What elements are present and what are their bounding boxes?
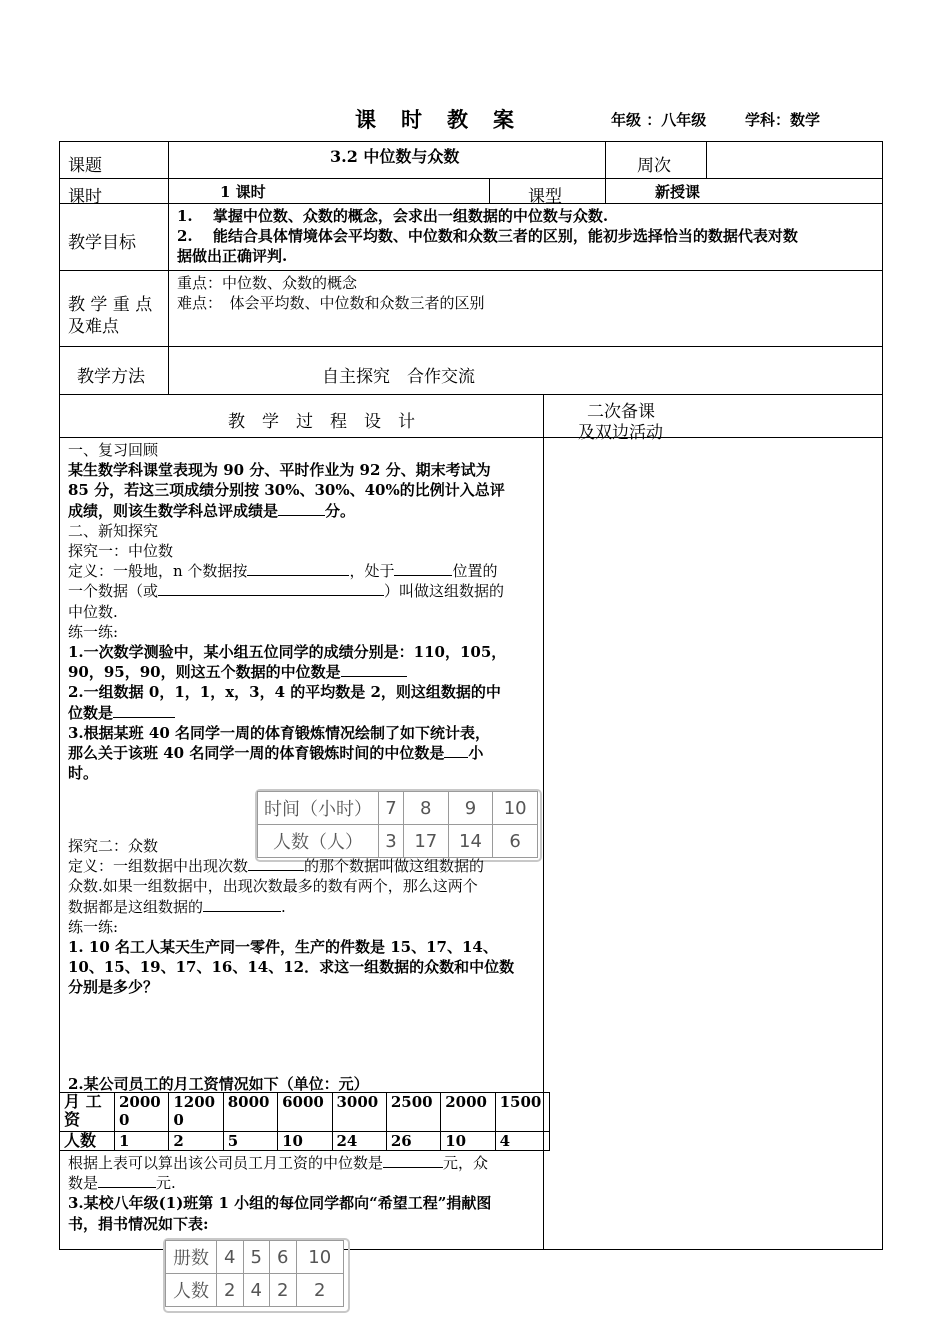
mode-def-3-pre: 数据都是这组数据的 <box>68 897 204 916</box>
salary-cell <box>441 1093 495 1132</box>
topic-label: 课题 <box>68 156 102 176</box>
table-cell: 人数 <box>166 1274 217 1307</box>
review-text-3-pre: 成绩，则该生数学科总评成绩是 <box>68 501 279 520</box>
median-def-2-post: ）叫做这组数据的 <box>384 582 505 601</box>
count-cell: 1 <box>115 1132 169 1151</box>
count-cell: 10 <box>441 1132 495 1151</box>
goal-1: 1. 掌握中位数、众数的概念，会求出一组数据的中位数与众数. <box>177 207 609 225</box>
count-cell: 26 <box>386 1132 440 1151</box>
mode-def-3-post: . <box>281 897 286 916</box>
salary-cell <box>223 1093 277 1132</box>
goals-label: 教学目标 <box>68 233 136 253</box>
table-cell: 2 <box>270 1274 297 1307</box>
table-cell: 6 <box>493 825 538 858</box>
method-label: 教学方法 <box>77 367 145 387</box>
blank <box>444 743 468 758</box>
review-text-3-post: 分。 <box>325 501 356 520</box>
hours-label: 课时 <box>68 187 102 207</box>
median-def-2 <box>68 581 543 601</box>
salary-value: 1500 <box>499 1093 542 1111</box>
table-cell: 4 <box>217 1241 244 1274</box>
blank <box>98 1173 156 1188</box>
method-value: 自主探究 合作交流 <box>322 367 475 387</box>
exercise-2-title: 2.某公司员工的月工资情况如下（单位：元） <box>68 1075 369 1093</box>
question-3b-post: 小 <box>468 744 484 763</box>
salary-cell <box>495 1093 549 1132</box>
type-label: 课型 <box>528 187 562 207</box>
key-points-label-2: 及难点 <box>68 317 119 337</box>
salary-question-2-pre: 数是 <box>68 1174 99 1193</box>
count-cell: 10 <box>278 1132 332 1151</box>
salary-label-1: 月 工 <box>64 1092 102 1111</box>
table-cell: 4 <box>243 1274 270 1307</box>
table-cell: 7 <box>379 792 404 825</box>
salary-value: 2500 <box>390 1093 433 1111</box>
blank <box>247 561 349 576</box>
salary-value: 2000 <box>445 1093 487 1111</box>
table-cell: 2 <box>296 1274 344 1307</box>
median-def-1-mid: ，处于 <box>349 562 395 581</box>
difficulty: 难点： 体会平均数、中位数和众数三者的区别 <box>177 294 485 312</box>
count-cell: 2 <box>169 1132 223 1151</box>
salary-cell <box>386 1093 440 1132</box>
mode-def-1-pre: 定义：一组数据中出现次数 <box>68 857 249 876</box>
blank <box>341 662 407 677</box>
question-1a: 1.一次数学测验中，某小组五位同学的成绩分别是：110，105， <box>68 643 507 662</box>
salary-label-2: 资 <box>64 1110 81 1129</box>
question-3c: 时。 <box>68 764 99 783</box>
count-cell: 5 <box>223 1132 277 1151</box>
salary-table <box>59 1092 550 1151</box>
question-2b <box>68 703 543 723</box>
review-text-3 <box>68 501 543 521</box>
salary-question-2-post: 元. <box>156 1174 176 1193</box>
salary-cell <box>278 1093 332 1132</box>
goal-2b: 据做出正确评判. <box>177 247 288 265</box>
salary-question-1-pre: 根据上表可以算出该公司员工月工资的中位数是 <box>68 1154 384 1172</box>
salary-question-2 <box>68 1173 543 1193</box>
mode-def-2: 众数.如果一组数据中，出现次数最多的数有两个，那么这两个 <box>68 877 478 896</box>
table-cell: 17 <box>403 825 448 858</box>
table-cell: 6 <box>270 1241 297 1274</box>
table-cell: 5 <box>243 1241 270 1274</box>
mode-def-1 <box>68 856 543 876</box>
mode-def-1-post: 的那个数据叫做这组数据的 <box>304 857 485 876</box>
median-def-3: 中位数. <box>68 602 118 621</box>
table-cell: 2 <box>217 1274 244 1307</box>
blank <box>158 581 384 596</box>
practice-2-title: 练一练: <box>68 917 119 936</box>
salary-value: 6000 <box>282 1093 324 1111</box>
table-cell: 10 <box>296 1241 344 1274</box>
salary-value: 8000 <box>227 1093 270 1111</box>
median-def-1 <box>68 561 543 581</box>
median-def-1-post: 位置的 <box>452 562 498 581</box>
blank <box>113 703 175 718</box>
books-table <box>165 1240 344 1307</box>
side-label-1: 二次备课 <box>587 402 655 422</box>
blank <box>394 561 452 576</box>
table-cell: 3 <box>379 825 404 858</box>
count-cell: 24 <box>332 1132 386 1151</box>
page-title: 课 时 教 案 <box>355 107 516 132</box>
blank <box>278 501 325 516</box>
exercise-3a: 3.某校八年级(1)班第 1 小组的每位同学都向“希望工程”捐献图 <box>68 1194 492 1213</box>
question-3b <box>68 743 543 763</box>
salary-cell <box>169 1093 223 1132</box>
table-cell: 14 <box>448 825 493 858</box>
key-point: 重点：中位数、众数的概念 <box>177 274 358 292</box>
lesson-content <box>68 440 543 783</box>
salary-value-wrap: 0 <box>173 1111 184 1129</box>
count-label: 人数 <box>60 1132 115 1151</box>
question-3a: 3.根据某班 40 名同学一周的体育锻炼情况绘制了如下统计表， <box>68 723 490 742</box>
question-1b <box>68 662 543 682</box>
question-2a: 2.一组数据 0，1，1，x，3，4 的平均数是 2，则这组数据的中 <box>68 683 501 702</box>
mode-def-3 <box>68 897 543 917</box>
table-cell: 人数（人） <box>258 825 379 858</box>
salary-value: 2000 <box>119 1093 161 1111</box>
salary-question-1 <box>68 1153 543 1173</box>
exercise-3b: 书，捐书情况如下表: <box>68 1214 209 1233</box>
mode-content <box>68 836 543 998</box>
section-new: 二、新知探究 <box>68 521 159 540</box>
table-cell: 9 <box>448 792 493 825</box>
question-2b-text: 位数是 <box>68 703 114 722</box>
grade-label: 年级 ：八年级 <box>611 111 707 129</box>
goal-2a: 2. 能结合具体情境体会平均数、中位数和众数三者的区别，能初步选择恰当的数据代表对数 <box>177 227 798 245</box>
salary-cell <box>115 1093 169 1132</box>
median-def-1-pre: 定义：一般地，n 个数据按 <box>68 562 248 581</box>
blank <box>248 856 304 871</box>
salary-label <box>60 1093 115 1132</box>
salary-cell <box>332 1093 386 1132</box>
question-1b-text: 90，95，90，则这五个数据的中位数是 <box>68 663 341 682</box>
side-label-2: 及双边活动 <box>578 423 663 443</box>
explore-mode-title: 探究二：众数 <box>68 837 159 855</box>
salary-value: 3000 <box>336 1093 379 1111</box>
blank <box>203 897 281 912</box>
salary-question <box>68 1153 543 1234</box>
exercise-1c: 分别是多少？ <box>68 978 159 997</box>
process-design-label: 教 学 过 程 设 计 <box>228 412 415 432</box>
review-text-2: 85 分，若这三项成绩分别按 30%、30%、40%的比例计入总评 <box>68 481 505 500</box>
salary-value-wrap: 0 <box>119 1111 130 1129</box>
salary-question-1-post: 元，众 <box>443 1154 489 1172</box>
question-3b-pre: 那么关于该班 40 名同学一周的体育锻炼时间的中位数是 <box>68 744 445 763</box>
hours-value: 1 课时 <box>220 183 266 201</box>
practice-1-title: 练一练: <box>68 622 119 641</box>
table-cell: 10 <box>493 792 538 825</box>
type-value: 新授课 <box>655 183 701 201</box>
exercise-1b: 10、15、19、17、16、14、12．求这一组数据的众数和中位数 <box>68 958 515 977</box>
explore-median-title: 探究一：中位数 <box>68 542 174 561</box>
table-cell: 8 <box>403 792 448 825</box>
section-review: 一、复习回顾 <box>68 441 159 459</box>
key-points-label-1: 教 学 重 点 <box>68 295 153 315</box>
week-label: 周次 <box>637 156 671 176</box>
topic-value: 3.2 中位数与众数 <box>330 147 460 166</box>
table-cell: 时间（小时） <box>258 792 379 825</box>
review-text-1: 某生数学科课堂表现为 90 分、平时作业为 92 分、期末考试为 <box>68 461 491 480</box>
median-def-2-pre: 一个数据（或 <box>68 582 159 601</box>
table-cell: 册数 <box>166 1241 217 1274</box>
subject-label: 学科：数学 <box>745 111 821 129</box>
blank <box>383 1153 443 1168</box>
salary-value: 1200 <box>173 1093 216 1111</box>
exercise-1a: 1. 10 名工人某天生产同一零件，生产的件数是 15、17、14、 <box>68 938 498 957</box>
count-cell: 4 <box>495 1132 549 1151</box>
